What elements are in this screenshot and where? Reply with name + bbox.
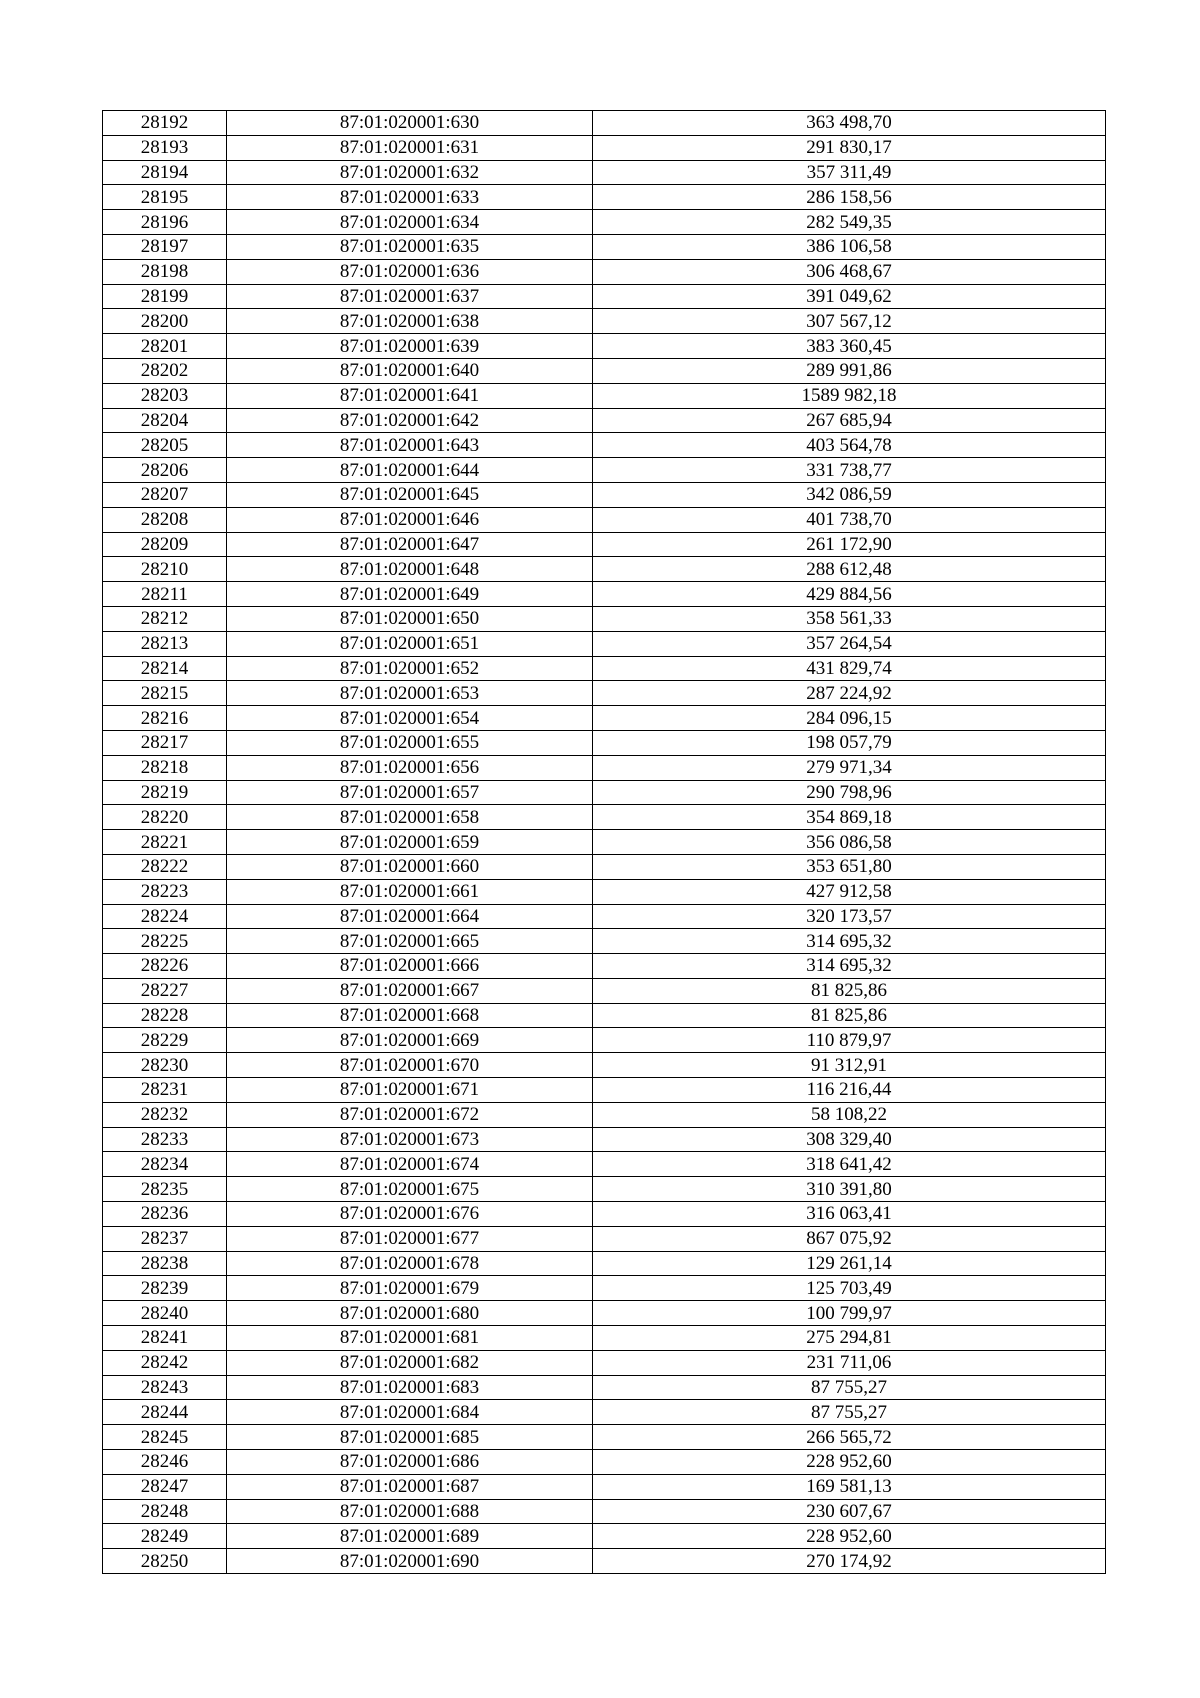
cadastral-number-cell: 87:01:020001:656 <box>227 755 593 780</box>
cadastral-number-cell: 87:01:020001:642 <box>227 408 593 433</box>
row-number-cell: 28241 <box>103 1326 227 1351</box>
cadastral-number-cell: 87:01:020001:652 <box>227 656 593 681</box>
table-row <box>103 780 1106 805</box>
cadastral-number-cell: 87:01:020001:645 <box>227 482 593 507</box>
cadastral-value-cell: 287 224,92 <box>593 681 1106 706</box>
table-row <box>103 1350 1106 1375</box>
table-row <box>103 532 1106 557</box>
cadastral-number-cell: 87:01:020001:679 <box>227 1276 593 1301</box>
cadastral-number-cell: 87:01:020001:657 <box>227 780 593 805</box>
table-row <box>103 1549 1106 1574</box>
row-number-cell: 28220 <box>103 805 227 830</box>
cadastral-value-cell: 429 884,56 <box>593 582 1106 607</box>
cadastral-value-cell: 266 565,72 <box>593 1425 1106 1450</box>
row-number-cell: 28230 <box>103 1053 227 1078</box>
cadastral-number-cell: 87:01:020001:654 <box>227 706 593 731</box>
cadastral-value-cell: 87 755,27 <box>593 1375 1106 1400</box>
cadastral-number-cell: 87:01:020001:680 <box>227 1301 593 1326</box>
cadastral-number-cell: 87:01:020001:667 <box>227 978 593 1003</box>
table-row <box>103 755 1106 780</box>
table-row <box>103 606 1106 631</box>
row-number-cell: 28231 <box>103 1078 227 1103</box>
row-number-cell: 28224 <box>103 904 227 929</box>
row-number-cell: 28246 <box>103 1450 227 1475</box>
row-number-cell: 28226 <box>103 954 227 979</box>
cadastral-value-cell: 308 329,40 <box>593 1127 1106 1152</box>
cadastral-number-cell: 87:01:020001:632 <box>227 160 593 185</box>
cadastral-value-cell: 261 172,90 <box>593 532 1106 557</box>
row-number-cell: 28225 <box>103 929 227 954</box>
row-number-cell: 28204 <box>103 408 227 433</box>
table-row <box>103 408 1106 433</box>
cadastral-number-cell: 87:01:020001:681 <box>227 1326 593 1351</box>
row-number-cell: 28207 <box>103 482 227 507</box>
cadastral-value-cell: 307 567,12 <box>593 309 1106 334</box>
cadastral-value-cell: 314 695,32 <box>593 929 1106 954</box>
table-row <box>103 234 1106 259</box>
cadastral-number-cell: 87:01:020001:684 <box>227 1400 593 1425</box>
cadastral-value-cell: 331 738,77 <box>593 458 1106 483</box>
row-number-cell: 28200 <box>103 309 227 334</box>
row-number-cell: 28194 <box>103 160 227 185</box>
table-row <box>103 1028 1106 1053</box>
table-row <box>103 854 1106 879</box>
table-row <box>103 1499 1106 1524</box>
cadastral-number-cell: 87:01:020001:636 <box>227 259 593 284</box>
cadastral-value-cell: 289 991,86 <box>593 358 1106 383</box>
table-row <box>103 160 1106 185</box>
cadastral-value-cell: 125 703,49 <box>593 1276 1106 1301</box>
cadastral-number-cell: 87:01:020001:661 <box>227 879 593 904</box>
cadastral-number-cell: 87:01:020001:637 <box>227 284 593 309</box>
cadastral-value-cell: 116 216,44 <box>593 1078 1106 1103</box>
table-row <box>103 1251 1106 1276</box>
row-number-cell: 28212 <box>103 606 227 631</box>
row-number-cell: 28206 <box>103 458 227 483</box>
row-number-cell: 28210 <box>103 557 227 582</box>
row-number-cell: 28249 <box>103 1524 227 1549</box>
cadastral-value-cell: 129 261,14 <box>593 1251 1106 1276</box>
cadastral-number-cell: 87:01:020001:676 <box>227 1202 593 1227</box>
row-number-cell: 28198 <box>103 259 227 284</box>
table-row <box>103 631 1106 656</box>
table-row <box>103 1524 1106 1549</box>
cadastral-value-table <box>102 110 1106 1574</box>
cadastral-number-cell: 87:01:020001:682 <box>227 1350 593 1375</box>
row-number-cell: 28199 <box>103 284 227 309</box>
row-number-cell: 28235 <box>103 1177 227 1202</box>
cadastral-value-cell: 270 174,92 <box>593 1549 1106 1574</box>
cadastral-value-cell: 275 294,81 <box>593 1326 1106 1351</box>
table-row <box>103 978 1106 1003</box>
row-number-cell: 28197 <box>103 234 227 259</box>
row-number-cell: 28233 <box>103 1127 227 1152</box>
cadastral-number-cell: 87:01:020001:659 <box>227 830 593 855</box>
row-number-cell: 28211 <box>103 582 227 607</box>
cadastral-value-cell: 288 612,48 <box>593 557 1106 582</box>
row-number-cell: 28229 <box>103 1028 227 1053</box>
cadastral-number-cell: 87:01:020001:660 <box>227 854 593 879</box>
cadastral-number-cell: 87:01:020001:650 <box>227 606 593 631</box>
table-row <box>103 1127 1106 1152</box>
cadastral-value-cell: 391 049,62 <box>593 284 1106 309</box>
cadastral-number-cell: 87:01:020001:658 <box>227 805 593 830</box>
cadastral-number-cell: 87:01:020001:669 <box>227 1028 593 1053</box>
table-row <box>103 879 1106 904</box>
table-row <box>103 1102 1106 1127</box>
cadastral-value-cell: 230 607,67 <box>593 1499 1106 1524</box>
cadastral-number-cell: 87:01:020001:690 <box>227 1549 593 1574</box>
cadastral-value-cell: 231 711,06 <box>593 1350 1106 1375</box>
cadastral-number-cell: 87:01:020001:638 <box>227 309 593 334</box>
cadastral-number-cell: 87:01:020001:630 <box>227 111 593 136</box>
table-row <box>103 1301 1106 1326</box>
cadastral-number-cell: 87:01:020001:643 <box>227 433 593 458</box>
row-number-cell: 28227 <box>103 978 227 1003</box>
row-number-cell: 28219 <box>103 780 227 805</box>
cadastral-value-cell: 284 096,15 <box>593 706 1106 731</box>
table-row <box>103 830 1106 855</box>
table-row <box>103 111 1106 136</box>
cadastral-value-cell: 310 391,80 <box>593 1177 1106 1202</box>
table-row <box>103 805 1106 830</box>
row-number-cell: 28208 <box>103 507 227 532</box>
row-number-cell: 28215 <box>103 681 227 706</box>
row-number-cell: 28205 <box>103 433 227 458</box>
row-number-cell: 28239 <box>103 1276 227 1301</box>
cadastral-number-cell: 87:01:020001:678 <box>227 1251 593 1276</box>
table-row <box>103 1053 1106 1078</box>
cadastral-value-cell: 357 311,49 <box>593 160 1106 185</box>
cadastral-value-cell: 356 086,58 <box>593 830 1106 855</box>
cadastral-number-cell: 87:01:020001:671 <box>227 1078 593 1103</box>
table-row <box>103 507 1106 532</box>
row-number-cell: 28240 <box>103 1301 227 1326</box>
table-row <box>103 433 1106 458</box>
cadastral-value-cell: 314 695,32 <box>593 954 1106 979</box>
cadastral-number-cell: 87:01:020001:639 <box>227 334 593 359</box>
cadastral-number-cell: 87:01:020001:689 <box>227 1524 593 1549</box>
cadastral-value-cell: 279 971,34 <box>593 755 1106 780</box>
cadastral-value-cell: 1589 982,18 <box>593 383 1106 408</box>
table-row <box>103 1003 1106 1028</box>
cadastral-value-cell: 291 830,17 <box>593 135 1106 160</box>
cadastral-value-cell: 401 738,70 <box>593 507 1106 532</box>
table-row <box>103 1276 1106 1301</box>
cadastral-value-cell: 228 952,60 <box>593 1450 1106 1475</box>
table-row <box>103 1450 1106 1475</box>
row-number-cell: 28218 <box>103 755 227 780</box>
table-row <box>103 681 1106 706</box>
cadastral-value-cell: 358 561,33 <box>593 606 1106 631</box>
cadastral-value-cell: 228 952,60 <box>593 1524 1106 1549</box>
table-row <box>103 185 1106 210</box>
row-number-cell: 28216 <box>103 706 227 731</box>
cadastral-value-cell: 427 912,58 <box>593 879 1106 904</box>
cadastral-number-cell: 87:01:020001:664 <box>227 904 593 929</box>
cadastral-value-cell: 58 108,22 <box>593 1102 1106 1127</box>
table-row <box>103 1400 1106 1425</box>
cadastral-number-cell: 87:01:020001:670 <box>227 1053 593 1078</box>
row-number-cell: 28195 <box>103 185 227 210</box>
cadastral-number-cell: 87:01:020001:649 <box>227 582 593 607</box>
cadastral-value-cell: 318 641,42 <box>593 1152 1106 1177</box>
table-row <box>103 1326 1106 1351</box>
row-number-cell: 28193 <box>103 135 227 160</box>
cadastral-value-cell: 169 581,13 <box>593 1474 1106 1499</box>
cadastral-number-cell: 87:01:020001:685 <box>227 1425 593 1450</box>
table-row <box>103 1152 1106 1177</box>
cadastral-number-cell: 87:01:020001:647 <box>227 532 593 557</box>
cadastral-number-cell: 87:01:020001:635 <box>227 234 593 259</box>
row-number-cell: 28214 <box>103 656 227 681</box>
table-row <box>103 1202 1106 1227</box>
cadastral-value-cell: 290 798,96 <box>593 780 1106 805</box>
row-number-cell: 28244 <box>103 1400 227 1425</box>
row-number-cell: 28203 <box>103 383 227 408</box>
table-row <box>103 358 1106 383</box>
table-row <box>103 656 1106 681</box>
cadastral-value-cell: 316 063,41 <box>593 1202 1106 1227</box>
cadastral-number-cell: 87:01:020001:668 <box>227 1003 593 1028</box>
cadastral-value-cell: 363 498,70 <box>593 111 1106 136</box>
row-number-cell: 28236 <box>103 1202 227 1227</box>
row-number-cell: 28202 <box>103 358 227 383</box>
row-number-cell: 28196 <box>103 210 227 235</box>
cadastral-value-cell: 353 651,80 <box>593 854 1106 879</box>
cadastral-value-cell: 306 468,67 <box>593 259 1106 284</box>
row-number-cell: 28213 <box>103 631 227 656</box>
table-row <box>103 1375 1106 1400</box>
cadastral-number-cell: 87:01:020001:633 <box>227 185 593 210</box>
row-number-cell: 28250 <box>103 1549 227 1574</box>
cadastral-value-cell: 867 075,92 <box>593 1226 1106 1251</box>
cadastral-number-cell: 87:01:020001:648 <box>227 557 593 582</box>
cadastral-value-cell: 91 312,91 <box>593 1053 1106 1078</box>
table-row <box>103 1425 1106 1450</box>
cadastral-value-cell: 198 057,79 <box>593 730 1106 755</box>
cadastral-value-cell: 286 158,56 <box>593 185 1106 210</box>
table-row <box>103 954 1106 979</box>
cadastral-number-cell: 87:01:020001:677 <box>227 1226 593 1251</box>
cadastral-value-cell: 81 825,86 <box>593 978 1106 1003</box>
cadastral-value-cell: 87 755,27 <box>593 1400 1106 1425</box>
cadastral-value-cell: 81 825,86 <box>593 1003 1106 1028</box>
cadastral-number-cell: 87:01:020001:683 <box>227 1375 593 1400</box>
row-number-cell: 28245 <box>103 1425 227 1450</box>
table-row <box>103 1078 1106 1103</box>
cadastral-number-cell: 87:01:020001:655 <box>227 730 593 755</box>
cadastral-number-cell: 87:01:020001:686 <box>227 1450 593 1475</box>
row-number-cell: 28228 <box>103 1003 227 1028</box>
cadastral-number-cell: 87:01:020001:672 <box>227 1102 593 1127</box>
cadastral-value-cell: 354 869,18 <box>593 805 1106 830</box>
table-row <box>103 730 1106 755</box>
table-row <box>103 1226 1106 1251</box>
cadastral-number-cell: 87:01:020001:640 <box>227 358 593 383</box>
table-row <box>103 135 1106 160</box>
table-row <box>103 904 1106 929</box>
cadastral-value-cell: 100 799,97 <box>593 1301 1106 1326</box>
cadastral-value-cell: 342 086,59 <box>593 482 1106 507</box>
row-number-cell: 28247 <box>103 1474 227 1499</box>
cadastral-number-cell: 87:01:020001:651 <box>227 631 593 656</box>
table-row <box>103 284 1106 309</box>
cadastral-number-cell: 87:01:020001:646 <box>227 507 593 532</box>
cadastral-number-cell: 87:01:020001:674 <box>227 1152 593 1177</box>
cadastral-value-cell: 383 360,45 <box>593 334 1106 359</box>
cadastral-number-cell: 87:01:020001:675 <box>227 1177 593 1202</box>
cadastral-value-cell: 110 879,97 <box>593 1028 1106 1053</box>
cadastral-number-cell: 87:01:020001:665 <box>227 929 593 954</box>
row-number-cell: 28237 <box>103 1226 227 1251</box>
table-row <box>103 706 1106 731</box>
row-number-cell: 28223 <box>103 879 227 904</box>
cadastral-value-cell: 282 549,35 <box>593 210 1106 235</box>
cadastral-value-cell: 267 685,94 <box>593 408 1106 433</box>
cadastral-number-cell: 87:01:020001:641 <box>227 383 593 408</box>
table-row <box>103 1474 1106 1499</box>
table-row <box>103 334 1106 359</box>
row-number-cell: 28243 <box>103 1375 227 1400</box>
row-number-cell: 28222 <box>103 854 227 879</box>
cadastral-number-cell: 87:01:020001:687 <box>227 1474 593 1499</box>
row-number-cell: 28248 <box>103 1499 227 1524</box>
row-number-cell: 28201 <box>103 334 227 359</box>
cadastral-number-cell: 87:01:020001:644 <box>227 458 593 483</box>
row-number-cell: 28217 <box>103 730 227 755</box>
cadastral-number-cell: 87:01:020001:653 <box>227 681 593 706</box>
row-number-cell: 28234 <box>103 1152 227 1177</box>
table-row <box>103 557 1106 582</box>
cadastral-number-cell: 87:01:020001:631 <box>227 135 593 160</box>
table-row <box>103 383 1106 408</box>
table-row <box>103 582 1106 607</box>
table-row <box>103 482 1106 507</box>
table-row <box>103 309 1106 334</box>
table-row <box>103 458 1106 483</box>
table-row <box>103 1177 1106 1202</box>
row-number-cell: 28192 <box>103 111 227 136</box>
row-number-cell: 28209 <box>103 532 227 557</box>
table-row <box>103 210 1106 235</box>
cadastral-value-cell: 357 264,54 <box>593 631 1106 656</box>
table-row <box>103 929 1106 954</box>
cadastral-number-cell: 87:01:020001:673 <box>227 1127 593 1152</box>
row-number-cell: 28221 <box>103 830 227 855</box>
cadastral-number-cell: 87:01:020001:688 <box>227 1499 593 1524</box>
cadastral-value-cell: 386 106,58 <box>593 234 1106 259</box>
cadastral-number-cell: 87:01:020001:634 <box>227 210 593 235</box>
table-body <box>103 111 1106 1574</box>
cadastral-value-cell: 431 829,74 <box>593 656 1106 681</box>
table-row <box>103 259 1106 284</box>
row-number-cell: 28242 <box>103 1350 227 1375</box>
cadastral-number-cell: 87:01:020001:666 <box>227 954 593 979</box>
cadastral-value-cell: 320 173,57 <box>593 904 1106 929</box>
row-number-cell: 28238 <box>103 1251 227 1276</box>
row-number-cell: 28232 <box>103 1102 227 1127</box>
cadastral-value-cell: 403 564,78 <box>593 433 1106 458</box>
